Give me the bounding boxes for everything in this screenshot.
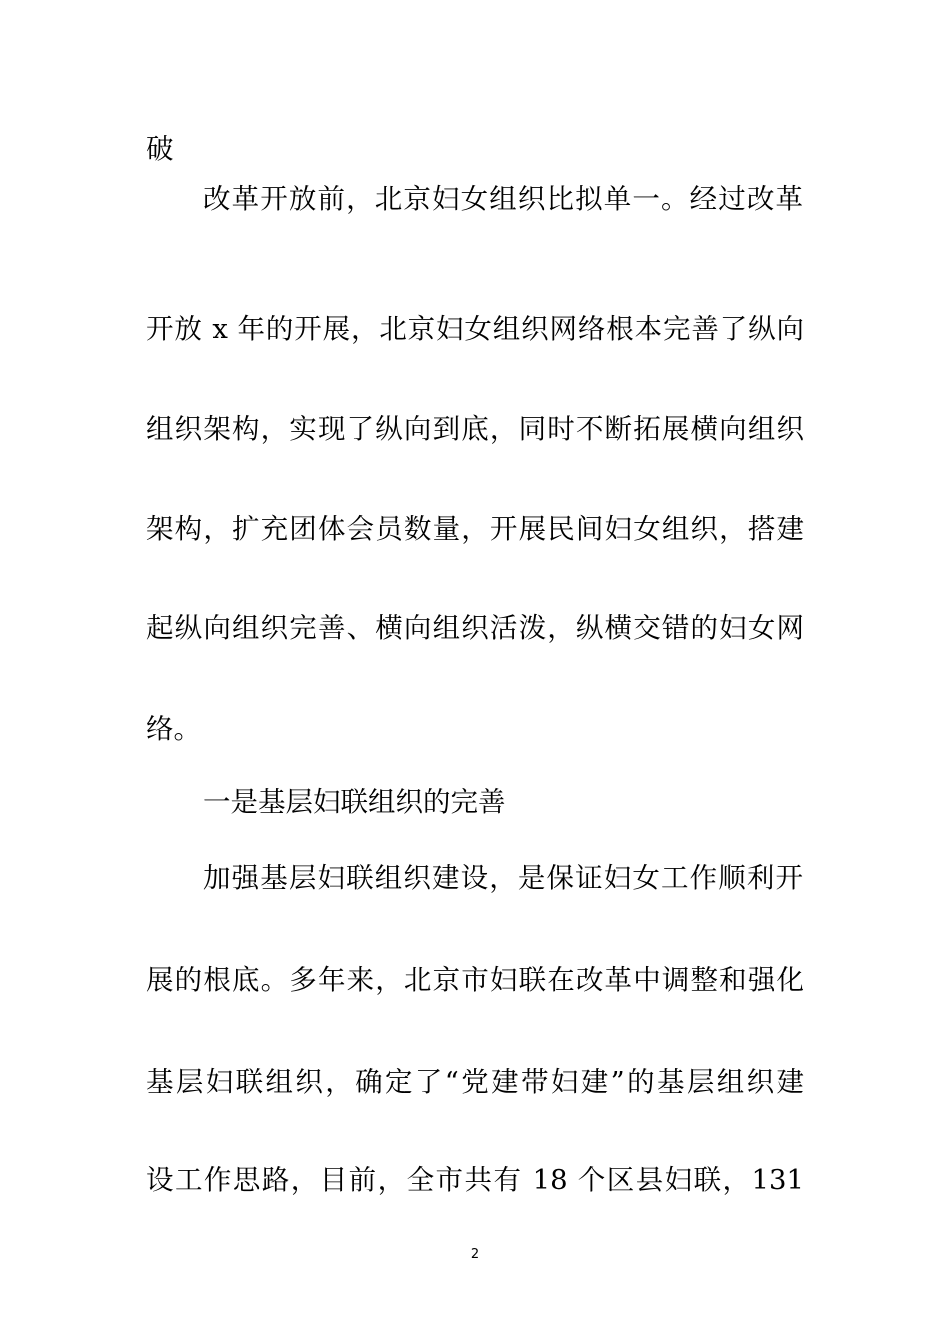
text-line-7: 络。 [146,713,201,745]
text-line-3: 开放 x 年的开展，北京妇女组织网络根本完善了纵向 [146,313,804,345]
text-line-4: 组织架构，实现了纵向到底，同时不断拓展横向组织 [146,413,804,445]
text-line-2: 改革开放前，北京妇女组织比拟单一。经过改革 [203,183,803,215]
text-line-6: 起纵向组织完善、横向组织活泼，纵横交错的妇女网 [146,612,804,644]
text-line-10: 基层妇联组织，确定了“党建带妇建”的基层组织建 [146,1066,804,1098]
text-line-11: 设工作思路，目前，全市共有 18 个区县妇联，131 [146,1164,804,1196]
text-line-1: 破 [146,133,174,165]
text-line-8: 加强基层妇联组织建设，是保证妇女工作顺利开 [203,862,803,894]
text-line-5: 架构，扩充团体会员数量，开展民间妇女组织，搭建 [146,513,804,545]
section-heading: 一是基层妇联组织的完善 [203,786,506,818]
page-number: 2 [470,1247,480,1262]
text-line-9: 展的根底。多年来，北京市妇联在改革中调整和强化 [146,964,804,996]
